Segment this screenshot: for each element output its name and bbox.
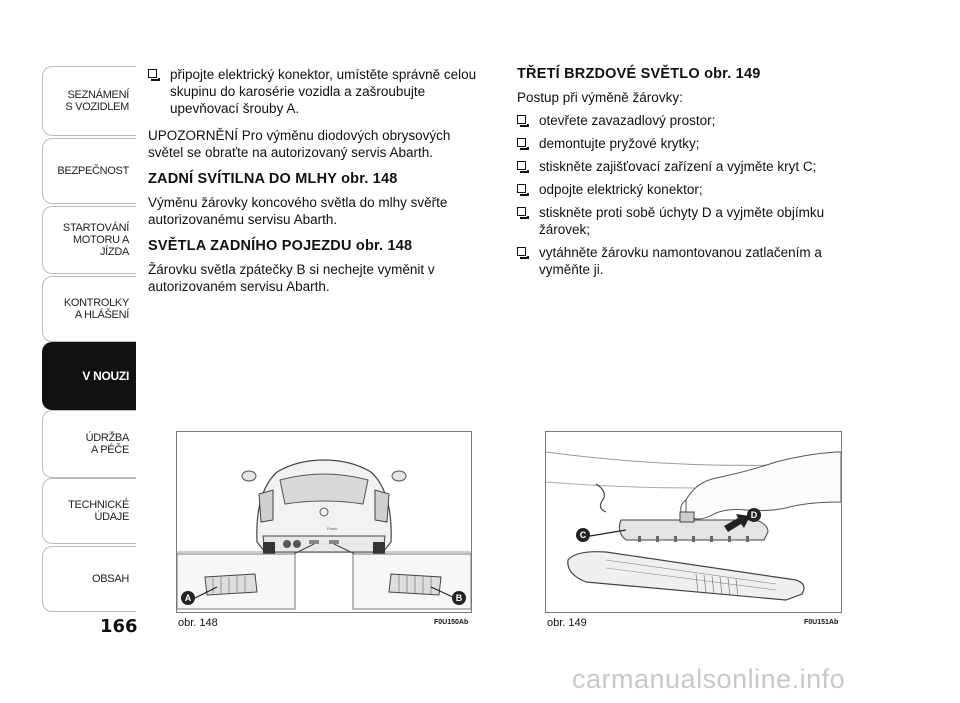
tab-startovani[interactable]: STARTOVÁNÍ MOTORU A JÍZDA [42, 206, 136, 274]
warning-text: UPOZORNĚNÍ Pro výměnu diodových obrysových světel se obraťte na autorizovaný servis Abarth. [148, 128, 451, 160]
step-text: odpojte elektrický konektor; [539, 182, 703, 197]
figure-148-code: F0U150Ab [434, 619, 469, 626]
checkbox-bullet-icon [517, 161, 526, 170]
list-item [517, 204, 852, 238]
label-c: C [576, 528, 590, 542]
section-title-fog: ZADNÍ SVÍTILNA DO MLHY obr. 148 [148, 171, 398, 187]
checkbox-bullet-icon [517, 115, 526, 124]
reverse-text: Žárovku světla zpátečky B si nechejte vyměnit v autorizovaném servisu Abarth. [148, 262, 435, 294]
checkbox-bullet-icon [517, 184, 526, 193]
tab-obsah[interactable]: OBSAH [42, 546, 136, 612]
watermark: carmanualsonline.info [572, 664, 846, 694]
label-a: A [181, 591, 195, 605]
list-item [517, 244, 852, 278]
list-item [517, 135, 852, 152]
list-item [517, 158, 852, 175]
step-text: demontujte pryžové krytky; [539, 136, 700, 151]
step-text: vytáhněte žárovku namontovanou zatlačením a vyměňte ji. [539, 245, 822, 277]
figure-149-code: F0U151Ab [804, 619, 839, 626]
label-d: D [747, 508, 761, 522]
figure-149 [545, 431, 842, 613]
checkbox-bullet-icon [517, 247, 526, 256]
section-title-reverse: SVĚTLA ZADNÍHO POJEZDU obr. 148 [148, 238, 413, 254]
bullet-text: připojte elektrický konektor, umístěte správně celou skupinu do karosérie vozidla a zašroubujte upevňovací šrouby A. [170, 67, 477, 116]
label-b: B [452, 591, 466, 605]
step-text: otevřete zavazadlový prostor; [539, 113, 716, 128]
car-rear-illustration [177, 432, 471, 612]
brake-light-illustration [546, 432, 841, 612]
list-item [517, 181, 852, 198]
checkbox-bullet-icon [148, 69, 157, 78]
section-title-brake: TŘETÍ BRZDOVÉ SVĚTLO obr. 149 [517, 66, 761, 82]
figure-149-caption: obr. 149 [547, 617, 587, 629]
left-column [148, 66, 488, 305]
page-number: 166 [100, 616, 138, 637]
tab-technicke[interactable]: TECHNICKÉ ÚDAJE [42, 478, 136, 544]
tab-v-nouzi[interactable]: V NOUZI [42, 342, 136, 410]
checkbox-bullet-icon [517, 138, 526, 147]
tab-seznameni[interactable]: SEZNÁMENÍ S VOZIDLEM [42, 66, 136, 136]
step-text: stiskněte zajišťovací zařízení a vyjměte kryt C; [539, 159, 817, 174]
intro-text: Postup při výměně žárovky: [517, 90, 683, 105]
list-item [517, 112, 852, 129]
figure-148 [176, 431, 472, 613]
checkbox-bullet-icon [517, 207, 526, 216]
tab-bezpecnost[interactable]: BEZPEČNOST [42, 138, 136, 204]
fog-text: Výměnu žárovky koncového světla do mlhy svěřte autorizovanému servisu Abarth. [148, 195, 448, 227]
list-item [148, 66, 488, 117]
step-text: stiskněte proti sobě úchyty D a vyjměte objímku žárovek; [539, 205, 825, 237]
tab-kontrolky[interactable]: KONTROLKY A HLÁŠENÍ [42, 276, 136, 342]
right-column [517, 66, 852, 284]
figure-148-caption: obr. 148 [178, 617, 218, 629]
tab-udrzba[interactable]: ÚDRŽBA A PÉČE [42, 410, 136, 478]
car-badge-text: Punto [327, 526, 338, 531]
